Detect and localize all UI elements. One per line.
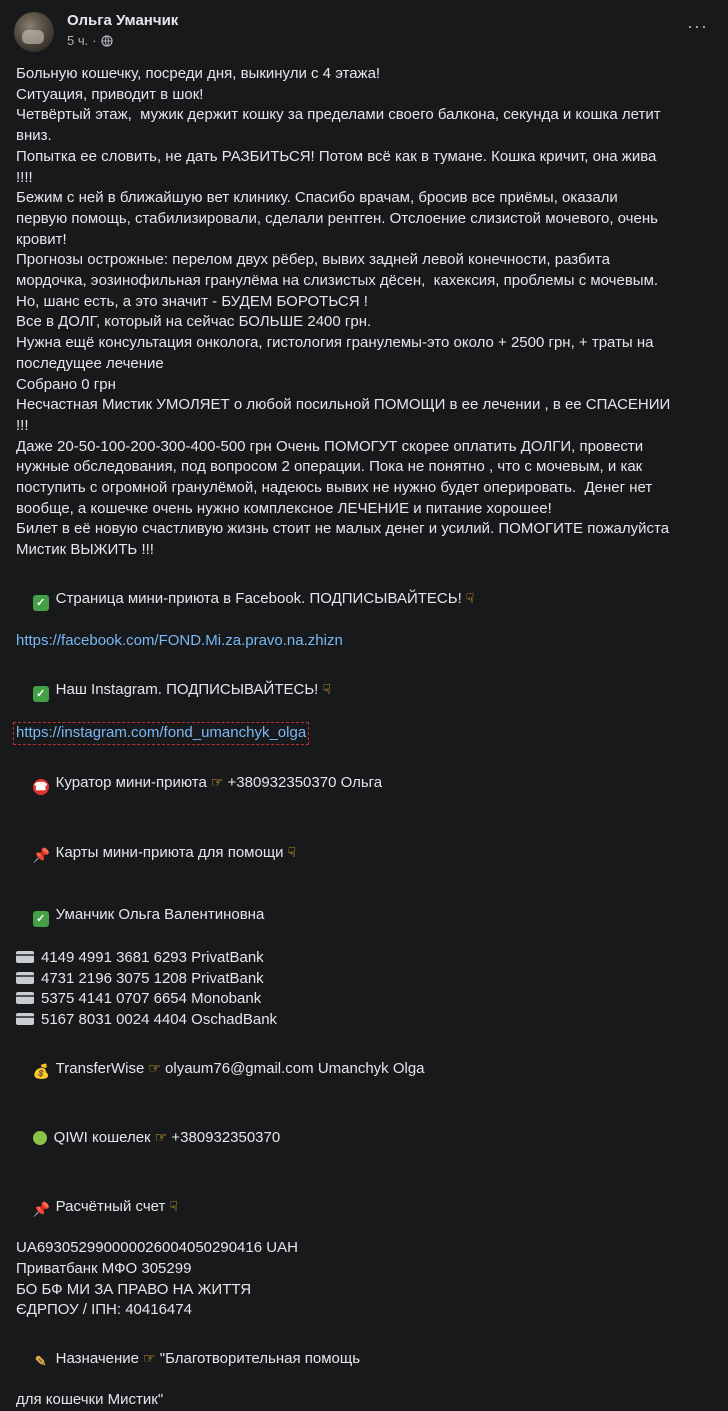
credit-card-icon [16,951,34,963]
transferwise-line [16,1037,716,1100]
account-line: Приватбанк МФО 305299 [16,1259,192,1277]
card-holder-line [16,885,716,948]
post-body [16,64,716,1411]
post-time[interactable]: 5 ч. [67,33,89,48]
instagram-label-line [16,658,716,722]
text-line: мордочка, эозинофильная гранулёма на слизистых дёсен, кахексия, проблемы с мочевым. [16,272,659,290]
account-line: ЄДРПОУ / ІПН: 40416474 [16,1301,192,1319]
pointing-right-icon: ☞ [210,773,224,790]
more-options-icon[interactable]: ··· [687,16,708,36]
green-circle-icon [33,1131,47,1145]
telephone-icon: ☎ [33,780,48,793]
card-number: 5167 8031 0024 4404 OschadBank [41,1011,278,1029]
instagram-label: Наш Instagram. ПОДПИСЫВАЙТЕСЬ! [55,680,319,698]
text-line: кровит! [16,230,67,248]
facebook-label: Страница мини-приюта в Facebook. ПОДПИСЫВАЙТЕСЬ! [55,589,462,607]
card-line [16,989,716,1010]
qiwi-line [16,1106,716,1169]
card-number: 4149 4991 3681 6293 PrivatBank [41,949,264,967]
text-line: последущее лечение [16,354,164,372]
text-line: Больную кошечку, посреди дня, выкинули с 4 этажа! [16,65,381,82]
text-line: нужные обследования, под вопросом 2 операции. Пока не понятно , что с мочевым, и как [16,458,643,476]
text-line: поступить с огромной гранулёмой, надеюсь вывих не нужно будет оперировать. Денег нет [16,479,653,497]
pushpin-icon: 📌 [32,1200,51,1217]
purpose-line [16,1327,716,1390]
text-line: Собрано 0 грн [16,375,116,393]
card-number: 5375 4141 0707 6654 Monobank [41,990,262,1008]
pointing-right-icon: ☞ [143,1349,156,1366]
text-line: Четвёртый этаж, мужик держит кошку за пределами своего балкона, секунда и кошка летит [16,106,661,124]
account-line: БО БФ МИ ЗА ПРАВО НА ЖИТТЯ [16,1280,252,1298]
text-line: вниз. [16,127,52,145]
pencil-icon: ✎ [34,1352,47,1369]
text-line: Ситуация, приводит в шок! [16,85,204,103]
purpose-label: Назначение [55,1349,140,1367]
post-text [16,64,716,561]
purpose-text: "Благотворительная помощь [159,1349,361,1367]
text-line: Билет в её новую счастливую жизнь стоит не малых денег и усилий. ПОМОГИТЕ пожалуйста [16,520,670,538]
cards-title-line [16,822,716,885]
text-line: Мистик ВЫЖИТЬ !!! [16,541,154,559]
text-line: Попытка ее словить, не дать РАЗБИТЬСЯ! Потом всё как в тумане. Кошка кричит, она жива [16,147,657,165]
credit-card-icon [16,972,34,984]
account-title: Расчётный счет [55,1197,166,1215]
credit-card-icon [16,992,34,1004]
author-avatar[interactable] [14,12,54,52]
card-number: 4731 2196 3075 1208 PrivatBank [41,969,264,987]
text-line: !!!! [16,168,33,186]
card-line [16,1010,716,1031]
pointing-down-icon: ☟ [322,680,331,697]
account-title-line [16,1175,716,1238]
check-mark-icon: ✓ [33,595,49,611]
dot-separator: · [92,33,97,48]
globe-icon [101,35,113,47]
curator-contact: +380932350370 Ольга [227,773,383,791]
author-name[interactable]: Ольга Уманчик [67,12,179,29]
pointing-right-icon: ☞ [154,1128,168,1145]
qiwi-label: QIWI кошелек [53,1128,151,1146]
check-mark-icon: ✓ [33,911,49,927]
pointing-down-icon: ☟ [287,844,297,861]
text-line: Бежим с ней в ближайшую вет клинику. Спасибо врачам, бросив все приёмы, оказали [16,189,618,207]
text-line: !!! [16,416,29,434]
text-line: Но, шанс есть, а это значит - БУДЕМ БОРОТЬСЯ ! [16,292,368,310]
qiwi-value: +380932350370 [171,1128,281,1146]
instagram-link[interactable]: https://instagram.com/fond_umanchyk_olga [13,722,309,745]
transferwise-value: olyaum76@gmail.com Umanchyk Olga [165,1059,425,1077]
facebook-label-line [16,567,716,631]
post-header [0,0,728,60]
purpose-text-continued: для кошечки Мистик" [16,1391,164,1409]
pointing-right-icon: ☞ [148,1059,161,1076]
transferwise-label: TransferWise [55,1059,145,1077]
curator-line [16,751,716,815]
text-line: Прогнозы острожные: перелом двух рёбер, вывих задней левой конечности, разбита [16,251,610,269]
post-meta [67,33,113,48]
card-line [16,969,716,990]
curator-label: Куратор мини-приюта [55,773,207,791]
account-line: UA693052990000026004050290416 UAH [16,1239,298,1257]
text-line: вообще, а кошечке очень нужно комплексное ЛЕЧЕНИЕ и питание хорошее! [16,499,552,517]
pointing-down-icon: ☟ [465,589,475,606]
pushpin-icon: 📌 [32,847,51,864]
credit-card-icon [16,1013,34,1025]
text-line: Даже 20-50-100-200-300-400-500 грн Очень ПОМОГУТ скорее оплатить ДОЛГИ, провести [16,437,644,455]
pointing-down-icon: ☟ [169,1197,178,1214]
card-line [16,948,716,969]
text-line: первую помощь, стабилизировали, сделали рентген. Отслоение слизистой мочевого, очень [16,209,658,227]
text-line: Несчастная Мистик УМОЛЯЕТ о любой посильной ПОМОЩИ в ее лечении , в ее СПАСЕНИИ [16,396,671,414]
text-line: Все в ДОЛГ, который на сейчас БОЛЬШЕ 2400 грн. [16,313,372,331]
check-mark-icon: ✓ [33,686,49,702]
money-bag-icon: 💰 [32,1062,51,1079]
text-line: Нужна ещё консультация онколога, гистология гранулемы-это около + 2500 грн, + траты на [16,334,654,352]
card-holder: Уманчик Ольга Валентиновна [55,906,265,924]
facebook-link[interactable]: https://facebook.com/FOND.Mi.za.pravo.na.zhizn [16,632,343,650]
cards-title: Карты мини-приюта для помощи [55,844,284,862]
